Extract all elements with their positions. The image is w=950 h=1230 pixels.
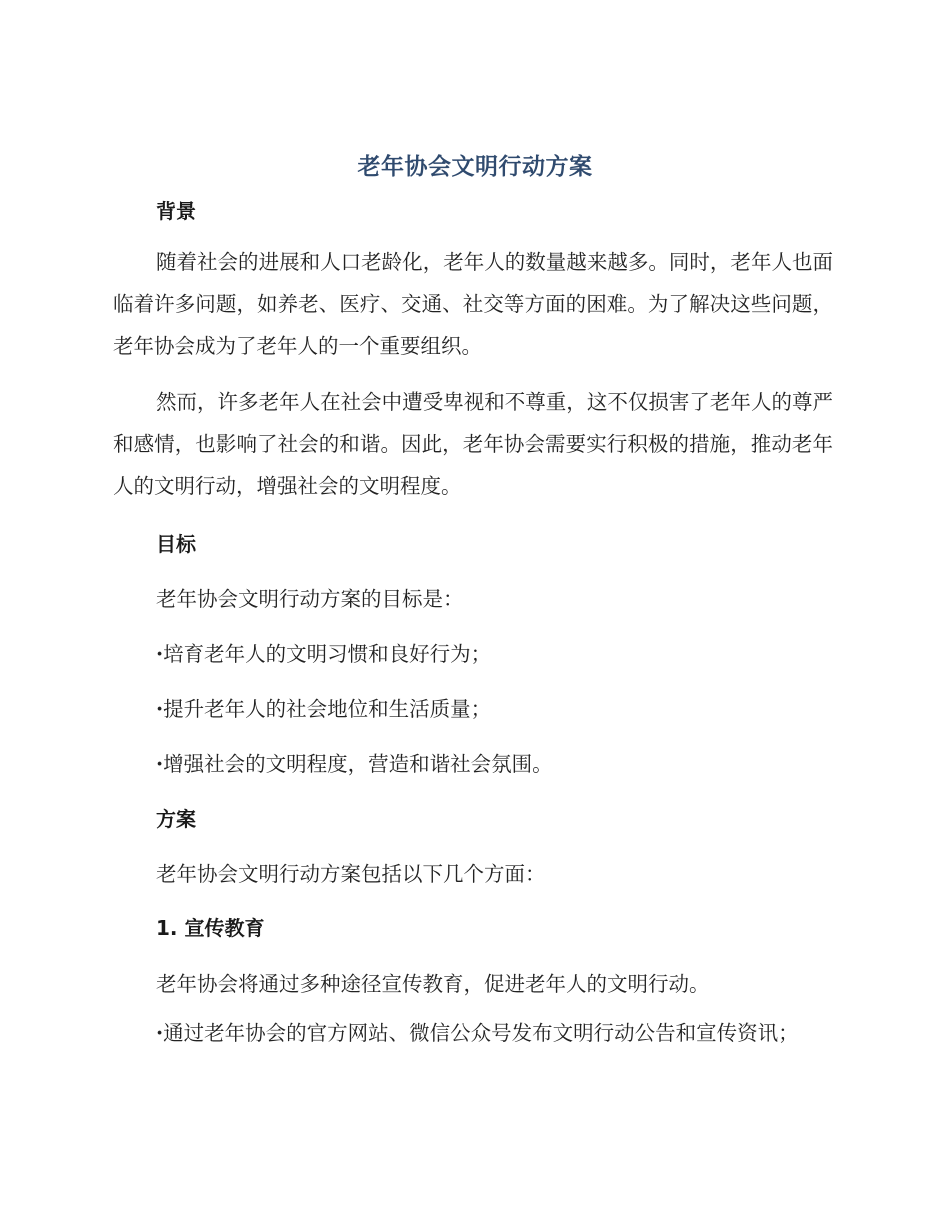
publicity-item-text: 通过老年协会的官方网站、微信公众号发布文明行动公告和宣传资讯；	[163, 1021, 799, 1045]
goal-list-item	[156, 747, 553, 777]
goal-list-item	[156, 637, 491, 667]
publicity-intro: 老年协会将通过多种途径宣传教育，促进老年人的文明行动。	[156, 972, 710, 996]
document-title: 老年协会文明行动方案	[357, 154, 593, 180]
section-heading-background: 背景	[156, 199, 196, 223]
goal-item-text: 提升老年人的社会地位和生活质量；	[163, 697, 492, 721]
bullet-icon: ·	[156, 697, 164, 721]
subsection-heading-publicity: 1. 宣传教育	[156, 916, 265, 940]
plan-intro: 老年协会文明行动方案包括以下几个方面：	[156, 862, 546, 886]
goals-intro: 老年协会文明行动方案的目标是：	[156, 587, 464, 611]
bullet-icon: ·	[156, 1021, 164, 1045]
background-paragraph-1: 随着社会的进展和人口老龄化，老年人的数量越来越多。同时，老年人也面临着许多问题，如养老、医疗、交通、社交等方面的困难。为了解决这些问题，老年协会成为了老年人的一个重要组织。	[113, 250, 833, 358]
goal-item-text: 增强社会的文明程度，营造和谐社会氛围。	[163, 752, 553, 776]
publicity-list-item	[113, 1012, 833, 1054]
goal-item-text: 培育老年人的文明习惯和良好行为；	[163, 642, 492, 666]
bullet-icon: ·	[156, 642, 164, 666]
section-heading-plan: 方案	[156, 807, 196, 831]
background-paragraph-2: 然而，许多老年人在社会中遭受卑视和不尊重，这不仅损害了老年人的尊严和感情，也影响了社会的和谐。因此，老年协会需要实行积极的措施，推动老年人的文明行动，增强社会的文明程度。	[113, 390, 833, 498]
section-heading-goals: 目标	[156, 532, 196, 556]
goal-list-item	[156, 692, 491, 722]
bullet-icon: ·	[156, 752, 164, 776]
